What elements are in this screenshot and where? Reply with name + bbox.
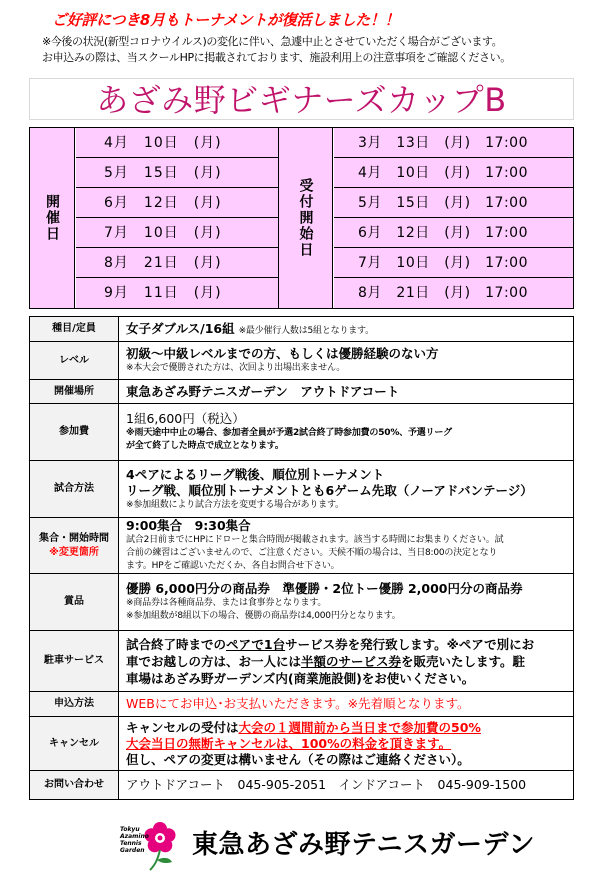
info-row-apply	[30, 692, 573, 717]
prize-label: 賞品	[30, 574, 119, 630]
parking-text-b: ペアで1台	[226, 636, 286, 652]
parking-line2-b: 半額のサービス券	[301, 653, 402, 669]
format-label: 試合方法	[30, 461, 119, 517]
event-date-list	[76, 128, 278, 308]
brand-logo	[120, 814, 535, 872]
entry-date: 7月 10日 (月) 17:00	[334, 248, 573, 278]
cancel-text-a: キャンセルの受付は	[126, 719, 239, 735]
info-row-fee	[30, 404, 573, 461]
entry-date: 6月 12日 (月) 17:00	[334, 218, 573, 248]
prize-note-1: ※商品券は各種商品券、または食事券となります。	[126, 598, 327, 608]
entry-date-label: 受付開始日	[297, 178, 314, 258]
category-value: 女子ダブルス/16組	[126, 320, 235, 336]
event-date: 6月 12日 (月)	[76, 188, 278, 218]
venue-value: 東急あざみ野テニスガーデン アウトドアコート	[126, 383, 400, 399]
announcement-banner	[52, 9, 472, 29]
level-note: ※本大会で優勝された方は、次回より出場出来ません。	[126, 363, 346, 373]
info-row-time	[30, 518, 573, 574]
event-date: 9月 11日 (月)	[76, 278, 278, 308]
contact-value: アウトドアコート 045-905-2051 インドアコート 045-909-1500	[126, 777, 527, 792]
level-value: 初級～中級レベルまでの方、もしくは優勝経験のない方	[126, 346, 439, 361]
info-row-format	[30, 461, 573, 518]
format-line-2: リーグ戦、順位別トーナメントとも6ゲーム先取（ノーアドバンテージ）	[126, 482, 533, 498]
info-row-level	[30, 342, 573, 380]
entry-date: 8月 21日 (月) 17:00	[334, 278, 573, 308]
entry-date-list	[334, 128, 573, 308]
category-label: 種目/定員	[30, 317, 119, 341]
logo-name: 東急あざみ野テニスガーデン	[192, 830, 535, 860]
schedule-table	[29, 127, 574, 309]
info-row-venue	[30, 380, 573, 404]
parking-text-c: サービス券を発行致します。※ペアで別にお	[285, 636, 535, 652]
notice-line-2: お申込みの際は、当スクールHPに掲載されております、施設利用上の注意事項をご確認ください。	[42, 51, 511, 64]
event-date: 4月 10日 (月)	[76, 128, 278, 158]
format-line-1: 4ペアによるリーグ戦後、順位別トーナメント	[126, 466, 385, 482]
time-label: 集合・開始時間	[39, 532, 109, 544]
entry-date: 5月 15日 (月) 17:00	[334, 188, 573, 218]
fee-note-1: ※雨天途中中止の場合、参加者全員が予選2試合終了時参加費の50%、予選リーグ	[126, 428, 452, 438]
info-row-parking	[30, 631, 573, 692]
time-note-2: 合前の練習はございませんので、ご注意ください。天候不順の場合は、当日8:00の決定となり	[126, 548, 498, 558]
notice-block	[30, 34, 580, 66]
apply-label: 申込方法	[30, 692, 119, 716]
fee-label: 参加費	[30, 404, 119, 460]
entry-date-header	[278, 128, 333, 308]
cancel-line-3: 但し、ペアの変更は構いません（その際はご連絡ください）。	[126, 751, 470, 767]
parking-line2-c: を販売いたします。駐	[401, 653, 526, 669]
parking-label: 駐車サービス	[30, 631, 119, 691]
info-row-prize	[30, 574, 573, 631]
logo-small-text: Tokyu Azamino Tennis Garden	[120, 826, 149, 854]
event-date: 8月 21日 (月)	[76, 248, 278, 278]
time-note-3: ます。HPをご確認いただくか、各自お問合せ下さい。	[126, 561, 340, 571]
time-changed-note: ※変更箇所	[49, 546, 99, 558]
banner-text: ご好評につき8月もトーナメントが復活しました！！	[52, 11, 400, 29]
format-note: ※参加組数により試合方法を変更する場合があります。	[126, 499, 344, 510]
info-table	[29, 316, 574, 800]
page-title: あざみ野ビギナーズカップB	[96, 81, 507, 119]
event-date: 5月 15日 (月)	[76, 158, 278, 188]
parking-line-3: 車場はあざみ野ガーデンズ内(商業施設側)をお使いください。	[126, 670, 475, 686]
prize-value: 優勝 6,000円分の商品券 準優勝・2位トー優勝 2,000円分の商品券	[126, 581, 523, 596]
apply-value: WEBにてお申込･お支払いただきます。※先着順となります。	[126, 696, 470, 711]
prize-note-2: ※参加組数が8組以下の場合、優勝の商品券は4,000円分となります。	[126, 611, 401, 621]
info-row-category	[30, 317, 573, 342]
parking-line2-a: 車でお越しの方は、お一人には	[126, 653, 302, 669]
parking-text-a: 試合終了時までの	[126, 636, 227, 652]
info-row-contact	[30, 771, 573, 799]
cancel-line-2: 大会当日の無断キャンセルは、100%の料金を頂きます。	[126, 735, 452, 751]
event-date-label: 開催日	[44, 194, 60, 242]
notice-line-1: ※今後の状況(新型コロナウイルス)の変化に伴い、急遽中止とさせていただく場合がございます。	[42, 35, 503, 48]
fee-value: 1組6,600円（税込）	[126, 411, 245, 426]
category-note: ※最少催行人数は5組となります。	[238, 325, 374, 336]
cancel-text-b: 大会の１週間前から当日まで参加費の50%	[238, 719, 481, 735]
level-label: レベル	[30, 342, 119, 379]
event-date-header	[30, 128, 75, 308]
entry-date: 3月 13日 (月) 17:00	[334, 128, 573, 158]
time-value: 9:00集合 9:30集合	[126, 518, 251, 533]
entry-date: 4月 10日 (月) 17:00	[334, 158, 573, 188]
event-date: 7月 10日 (月)	[76, 218, 278, 248]
cancel-label: キャンセル	[30, 717, 119, 770]
venue-label: 開催場所	[30, 380, 119, 403]
info-row-cancel	[30, 717, 573, 771]
contact-label: お問い合わせ	[30, 771, 119, 799]
fee-note-2: が全て終了した時点で成立となります。	[126, 441, 284, 451]
title-box	[29, 78, 574, 120]
time-note-1: 試合2日前までにHPにドローと集合時間が掲載されます。該当する時間にお集まりください。試	[126, 535, 504, 545]
